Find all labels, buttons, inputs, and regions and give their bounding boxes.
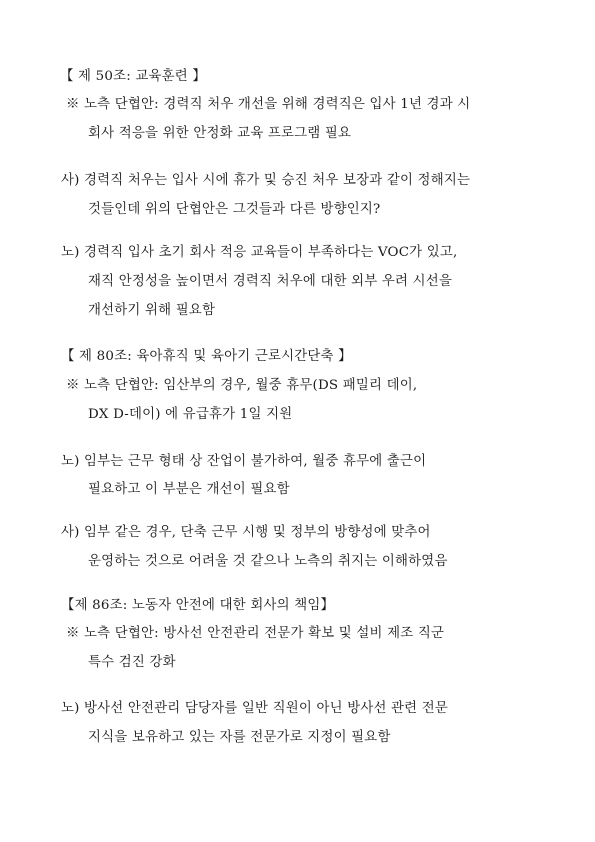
union-statement-line: 지식을 보유하고 있는 자를 전문가로 지정이 필요함: [88, 730, 391, 745]
union-statement-line: 노) 경력직 입사 초기 회사 적응 교육들이 부족하다는 VOC가 있고,: [61, 245, 458, 260]
union-proposal-line: ※ 노측 단협안: 경력직 처우 개선을 위해 경력직은 입사 1년 경과 시: [66, 97, 471, 112]
union-proposal-line: 특수 검진 강화: [88, 655, 176, 670]
article-80-heading: 【 제 80조: 육아휴직 및 육아기 근로시간단축 】: [61, 349, 352, 364]
management-statement-line: 운영하는 것으로 어려울 것 같으나 노측의 취지는 이해하였음: [88, 554, 448, 569]
management-statement-line: 사) 경력직 처우는 입사 시에 휴가 및 승진 처우 보장과 같이 정해지는: [61, 173, 471, 188]
union-proposal-line: ※ 노측 단협안: 방사선 안전관리 전문가 확보 및 설비 제조 직군: [66, 626, 445, 641]
union-statement-line: 필요하고 이 부분은 개선이 필요함: [88, 482, 290, 497]
union-statement-line: 노) 방사선 안전관리 담당자를 일반 직원이 아닌 방사선 관련 전문: [61, 701, 449, 716]
union-statement-line: 개선하기 위해 필요함: [88, 303, 216, 318]
union-statement-line: 재직 안정성을 높이면서 경력직 처우에 대한 외부 우려 시선을: [88, 274, 453, 289]
union-proposal-line: 회사 적응을 위한 안정화 교육 프로그램 필요: [88, 126, 352, 141]
management-statement-line: 것들인데 위의 단협안은 그것들과 다른 방향인지?: [88, 202, 381, 217]
union-proposal-line: ※ 노측 단협안: 임산부의 경우, 월중 휴무(DS 패밀리 데이,: [66, 378, 418, 393]
union-proposal-line: DX D-데이) 에 유급휴가 1일 지원: [88, 407, 293, 422]
management-statement-line: 사) 임부 같은 경우, 단축 근무 시행 및 정부의 방향성에 맞추어: [61, 525, 431, 540]
article-50-heading: 【 제 50조: 교육훈련 】: [60, 69, 206, 84]
union-statement-line: 노) 임부는 근무 형태 상 잔업이 불가하여, 월중 휴무에 출근이: [61, 454, 427, 469]
article-86-heading: 【제 86조: 노동자 안전에 대한 회사의 책임】: [61, 598, 335, 613]
